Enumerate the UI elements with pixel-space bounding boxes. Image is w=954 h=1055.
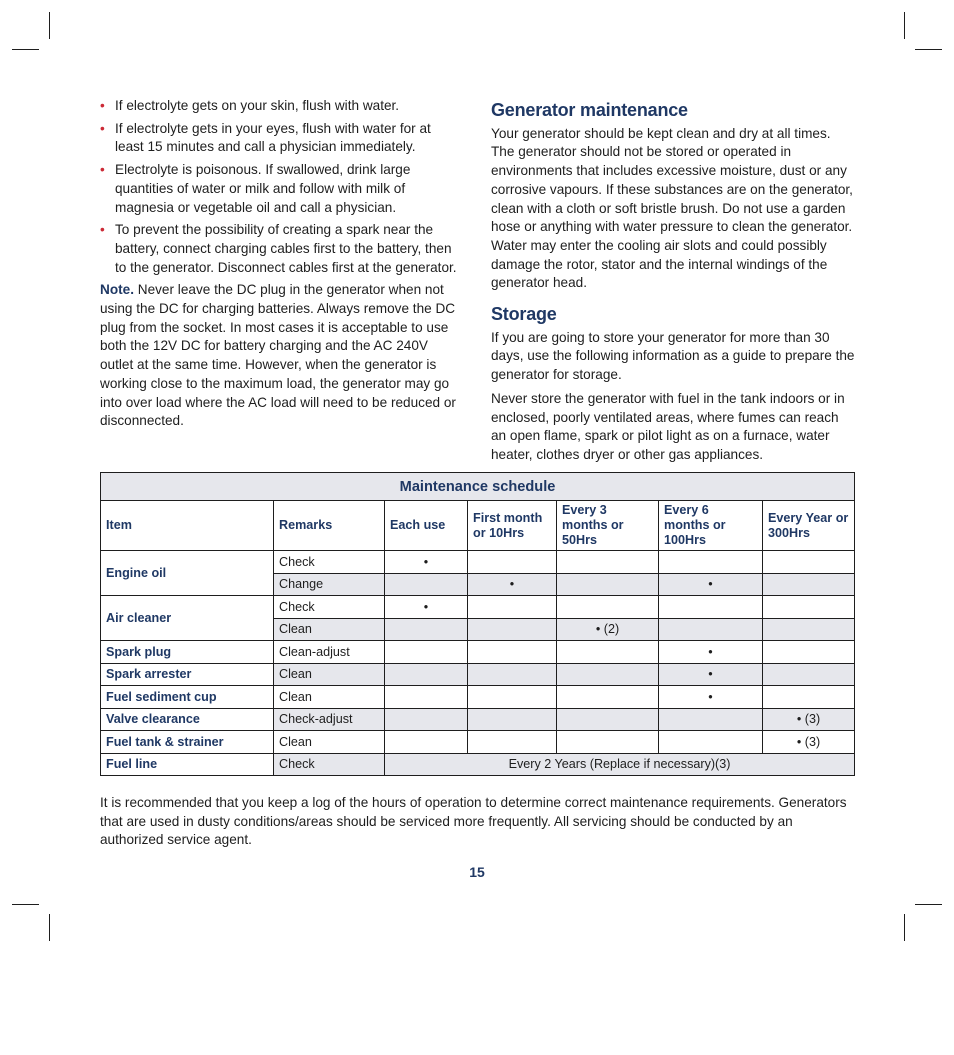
item-name: Air cleaner [101,596,274,641]
remark-cell: Clean [274,618,385,641]
dc-plug-note [100,281,460,431]
column-header: Every 3 months or 50Hrs [557,501,659,551]
maintenance-schedule-table [100,472,855,776]
crop-mark [49,914,50,941]
schedule-mark: • [659,686,763,709]
storage-paragraph: If you are going to store your generator for more than 30 days, use the following information as a guide to prepare the generator for storage. [491,329,855,383]
column-header: Remarks [274,501,385,551]
table-row [101,663,855,686]
storage-warning-paragraph: Never store the generator with fuel in the tank indoors or in enclosed, poorly ventilated areas, where fumes can reach an open flame, spark or pilot light as on a furnace, water heater, clothes dryer or other gas appliances. [491,390,845,462]
item-name: Fuel tank & strainer [101,731,274,754]
remark-cell: Clean [274,731,385,754]
column-header: Every Year or 300Hrs [763,501,855,551]
schedule-mark: • [659,663,763,686]
remark-cell: Clean [274,686,385,709]
list-item: • If electrolyte gets in your eyes, flush with water for at least 15 minutes and call a physician immediately. [100,120,460,157]
table-title: Maintenance schedule [101,473,855,501]
remark-cell: Change [274,573,385,596]
list-item: • Electrolyte is poisonous. If swallowed, drink large quantities of water or milk and follow with milk of magnesia or vegetable oil and call a physician. [100,161,460,217]
fuel-line-interval: Every 2 Years (Replace if necessary)(3) [385,753,855,776]
item-name: Valve clearance [101,708,274,731]
crop-mark [49,12,50,39]
page-number: 15 [469,864,485,880]
column-header: Every 6 months or 100Hrs [659,501,763,551]
crop-mark [904,914,905,941]
column-header: First month or 10Hrs [468,501,557,551]
remark-cell: Check [274,551,385,574]
remark-cell: Check-adjust [274,708,385,731]
schedule-mark: • (2) [557,618,659,641]
list-item: • To prevent the possibility of creating a spark near the battery, connect charging cables first to the battery, then to the generator. Disconnect cables first at the generator. [100,221,460,277]
schedule-mark: • [385,551,468,574]
table-header-row [101,501,855,551]
note-text: Never leave the DC plug in the generator when not using the DC for charging batteries. Always remove the DC plug from the socket. In most cases it is acceptable to use both the 12V DC for battery charging and the AC 240V outlet at the same time. However, when the generator is working close to the maximum load, the generator may go into over load where the AC load will need to be reduced or disconnected. [100,282,456,429]
item-name: Engine oil [101,551,274,596]
safety-bullet-list [100,97,460,277]
right-column [491,101,857,470]
table-row [101,753,855,776]
crop-mark [915,49,942,50]
schedule-mark: • [659,641,763,664]
table-row [101,686,855,709]
crop-mark [12,904,39,905]
column-header: Item [101,501,274,551]
table-row [101,596,855,619]
note-label: Note. [100,282,134,298]
schedule-mark: • [468,573,557,596]
crop-mark [12,49,39,50]
table-row [101,641,855,664]
servicing-footnote: It is recommended that you keep a log of the hours of operation to determine correct maintenance requirements. Generators that are used in dusty conditions/areas should be serviced more frequently. All servicing should be conducted by an authorized service agent. [100,795,847,848]
schedule-mark: • [385,596,468,619]
storage-heading: Storage [491,304,557,325]
remark-cell: Clean [274,663,385,686]
list-item: • If electrolyte gets on your skin, flush with water. [100,97,460,116]
table-row [101,731,855,754]
column-header: Each use [385,501,468,551]
crop-mark [904,12,905,39]
table-row [101,551,855,574]
table-row [101,708,855,731]
item-name: Spark plug [101,641,274,664]
item-name: Fuel line [101,753,274,776]
schedule-mark: • (3) [763,708,855,731]
schedule-mark: • [659,573,763,596]
remark-cell: Check [274,753,385,776]
left-column [100,97,460,431]
item-name: Spark arrester [101,663,274,686]
remark-cell: Check [274,596,385,619]
maintenance-paragraph: Your generator should be kept clean and dry at all times. The generator should not be stored or operated in environments that includes excessive moisture, dust or any corrosive vapours. If these substances are on the generator, clean with a cloth or soft bristle brush. Do not use a garden hose or anything with water pressure to clean the generator. Water may enter the cooling air slots and could possibly damage the rotor, stator and the internal windings of the generator head. [491,125,853,291]
maintenance-heading: Generator maintenance [491,100,688,120]
crop-mark [915,904,942,905]
schedule-mark: • (3) [763,731,855,754]
remark-cell: Clean-adjust [274,641,385,664]
item-name: Fuel sediment cup [101,686,274,709]
